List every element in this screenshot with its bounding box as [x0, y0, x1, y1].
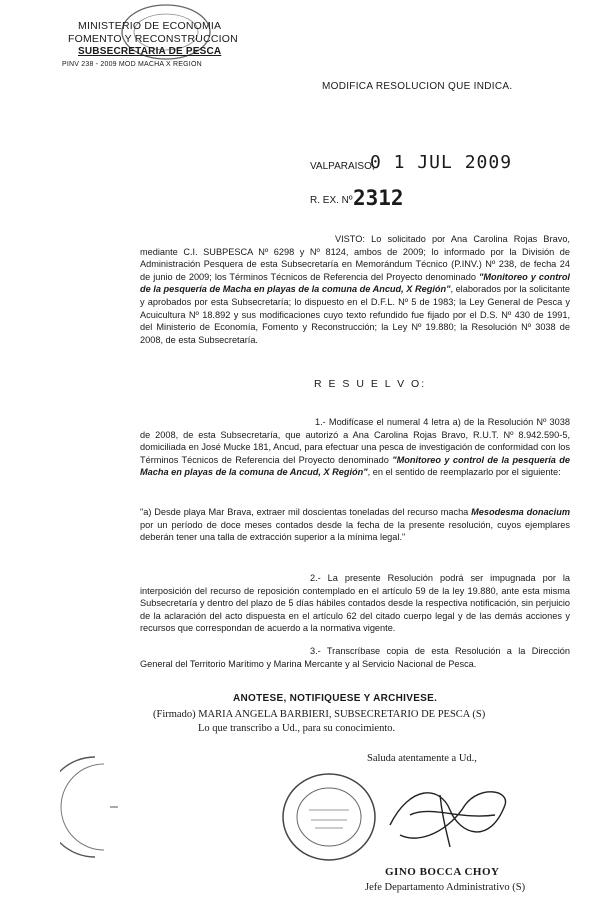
rex-number: 2312 [353, 186, 404, 210]
transcribo-line: Lo que transcribo a Ud., para su conocimiento. [198, 723, 396, 734]
item-1-project-title: "Monitoreo y control de la pesquería de Macha en playas de la comuna de Ancud, X Región" [140, 454, 570, 478]
item-1-text-1: 1.- Modifícase el numeral 4 letra a) de la Resolución Nº 3038 de 2008, de esta Subsecretaría, que autorizó a Ana Carolina Rojas Bravo, R.U.T. Nº 8.942.590-5, domiciliada en José Mucke 181, Ancud, para efectuar una pesca de investigación de conformidad con los Términos Técnicos de Referencia del Proyecto denominado [140, 417, 570, 465]
item-3: 3.- Transcríbase copia de esta Resolución a la Dirección General del Territorio Marítimo y Marina Mercante y al Servicio Nacional de Pesca. [140, 646, 570, 669]
rex-label: R. EX. Nº [310, 195, 353, 206]
anotese: ANOTESE, NOTIFIQUESE Y ARCHIVESE. [233, 693, 438, 704]
resuelvo-heading: R E S U E L V O: [314, 378, 427, 390]
species-name: Mesodesma donacium [471, 507, 570, 517]
visto-text-2: , elaborados por la solicitante y aprobados por esta Subsecretaría; lo dispuesto en el D.F.L. Nº 5 de 1983; la Ley General de Pesca y Acuicultura Nº 18.892 y sus modificaciones cuyo texto refundido fue fijado por el D.S. Nº 430 de 1991, del Ministerio de Economía, Fomento y Reconstrucción; la Ley Nº 19.880; la Resolución Nº 3038 de 2008, de esta Subsecretaría. [140, 284, 570, 345]
quoted-amendment [140, 506, 570, 544]
date-stamp: 0 1 JUL 2009 [370, 152, 513, 173]
header-reference: PINV 238 - 2009 MOD MACHA X REGION [62, 61, 202, 68]
signer-title: Jefe Departamento Administrativo (S) [365, 882, 526, 893]
signature [380, 775, 520, 855]
signature-icon [380, 775, 520, 855]
left-seal [60, 752, 130, 862]
quote-text-1: "a) Desde playa Mar Brava, extraer mil doscientas toneladas del recurso macha [140, 507, 472, 517]
subject: MODIFICA RESOLUCION QUE INDICA. [322, 81, 513, 92]
department-stamp [279, 770, 379, 865]
header-ministry: MINISTERIO DE ECONOMIA [78, 20, 222, 32]
visto-paragraph [140, 233, 570, 346]
firmado-line: (Firmado) MARIA ANGELA BARBIERI, SUBSECRETARIO DE PESCA (S) [153, 709, 486, 720]
header-ministry-line2: FOMENTO Y RECONSTRUCCION [68, 33, 238, 45]
visto-text-1: VISTO: Lo solicitado por Ana Carolina Rojas Bravo, mediante C.I. SUBPESCA Nº 6298 y Nº 8124, ambos de 2009; lo informado por la División de Administración Pesquera de esta Subsecretaría en Memorándum Técnico (P.INV.) Nº 238, de fecha 24 de junio de 2009; los Términos Técnicos de Referencia del Proyecto denominado [140, 234, 570, 282]
saluda-line: Saluda atentamente a Ud., [367, 753, 477, 764]
item-1 [140, 416, 570, 479]
seal-icon [60, 752, 130, 862]
place: VALPARAISO, [310, 161, 375, 172]
item-1-text-2: , en el sentido de reemplazarlo por el siguiente: [367, 467, 561, 478]
quote-text-2: por un período de doce meses contados desde la fecha de la presente resolución, cuyos ejemplares deberán tener una talla de extracción superior a la mínima legal." [140, 519, 570, 543]
header-subsecretaria: SUBSECRETARIA DE PESCA [78, 46, 222, 57]
item-2: 2.- La presente Resolución podrá ser impugnada por la interposición del recurso de reposición contemplado en el artículo 59 de la ley 19.880, ante esta misma Subsecretaría y dentro del plazo de 5 días hábiles contados desde la respectiva notificación, sin perjuicio de la aclaración del acto dispuesta en el artículo 62 del citado cuerpo legal y de las demás acciones y recursos que correspondan de acuerdo a la normativa vigente. [140, 573, 570, 634]
round-stamp-icon [279, 770, 379, 865]
visto-project-title: "Monitoreo y control de la pesquería de Macha en playas de la comuna de Ancud, X Región" [140, 271, 570, 295]
signer-name: GINO BOCCA CHOY [385, 866, 500, 878]
